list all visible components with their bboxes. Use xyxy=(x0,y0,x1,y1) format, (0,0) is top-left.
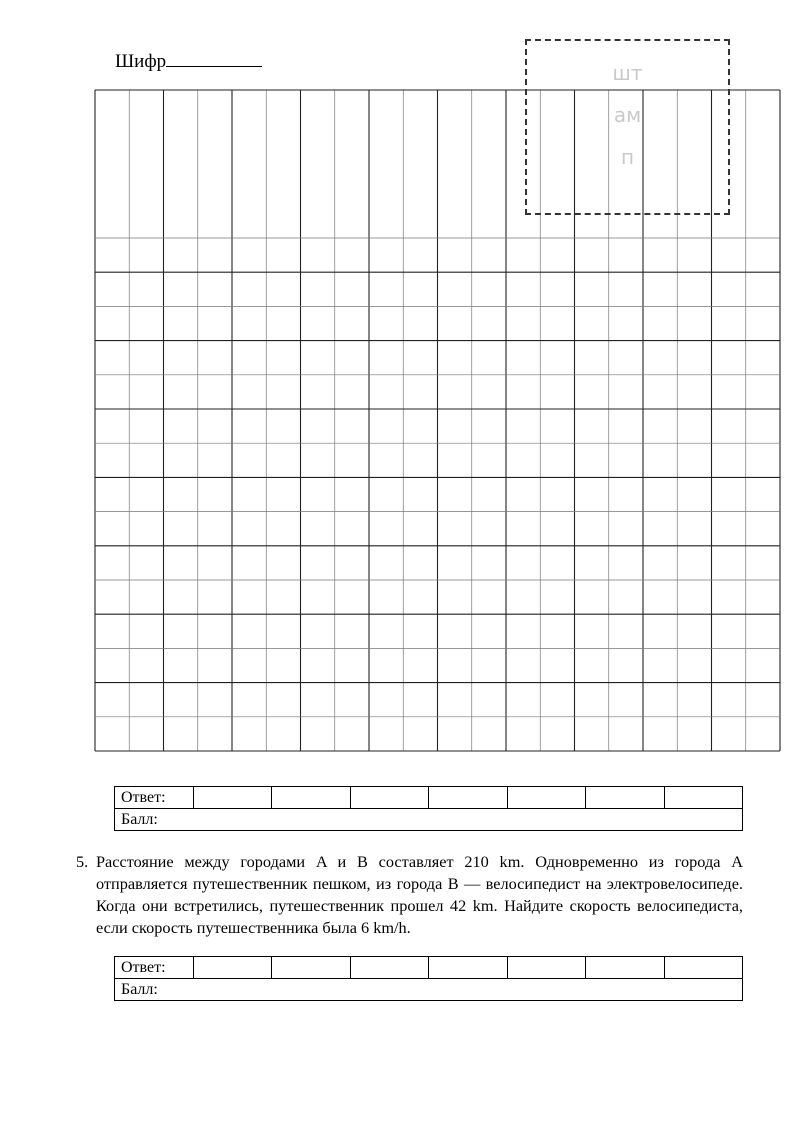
score-label: Балл: xyxy=(121,981,158,998)
answer-cells xyxy=(193,957,742,978)
answer-cell[interactable] xyxy=(271,957,349,978)
answer-cell[interactable] xyxy=(585,787,663,808)
answer-cell[interactable] xyxy=(428,957,506,978)
answer-cell[interactable] xyxy=(428,787,506,808)
problem-number: 5. xyxy=(76,852,89,871)
answer-cell[interactable] xyxy=(585,957,663,978)
answer-box-2 xyxy=(114,956,743,1001)
answer-cell[interactable] xyxy=(664,787,742,808)
stamp-text-line-2: ам xyxy=(613,103,642,127)
answer-cell[interactable] xyxy=(193,957,271,978)
problem-text: Расстояние между городами A и B составляет 210 km. Одновременно из города A отправляется путешественник пешком, из города B — велосипедист на электровелосипеде. Когда они встретились, путешественник прошел 42 km. Найдите скорость велосипедиста, если скорость путешественника была 6 km/h. xyxy=(96,852,743,937)
answer-cell[interactable] xyxy=(271,787,349,808)
answer-cell[interactable] xyxy=(350,787,428,808)
answer-cell[interactable] xyxy=(664,957,742,978)
problem-5 xyxy=(76,851,743,939)
answer-cell[interactable] xyxy=(350,957,428,978)
cipher-label: Шифр xyxy=(115,51,167,72)
answer-cell[interactable] xyxy=(193,787,271,808)
stamp-area xyxy=(525,39,730,215)
answer-label: Ответ: xyxy=(121,959,166,976)
answer-box-1 xyxy=(114,786,743,831)
stamp-text-line-1: шт xyxy=(612,61,643,85)
answer-cell[interactable] xyxy=(507,957,585,978)
answer-label: Ответ: xyxy=(121,789,166,806)
answer-cells xyxy=(193,787,742,808)
stamp-text-line-3: п xyxy=(620,145,635,169)
score-label: Балл: xyxy=(121,811,158,828)
answer-cell[interactable] xyxy=(507,787,585,808)
